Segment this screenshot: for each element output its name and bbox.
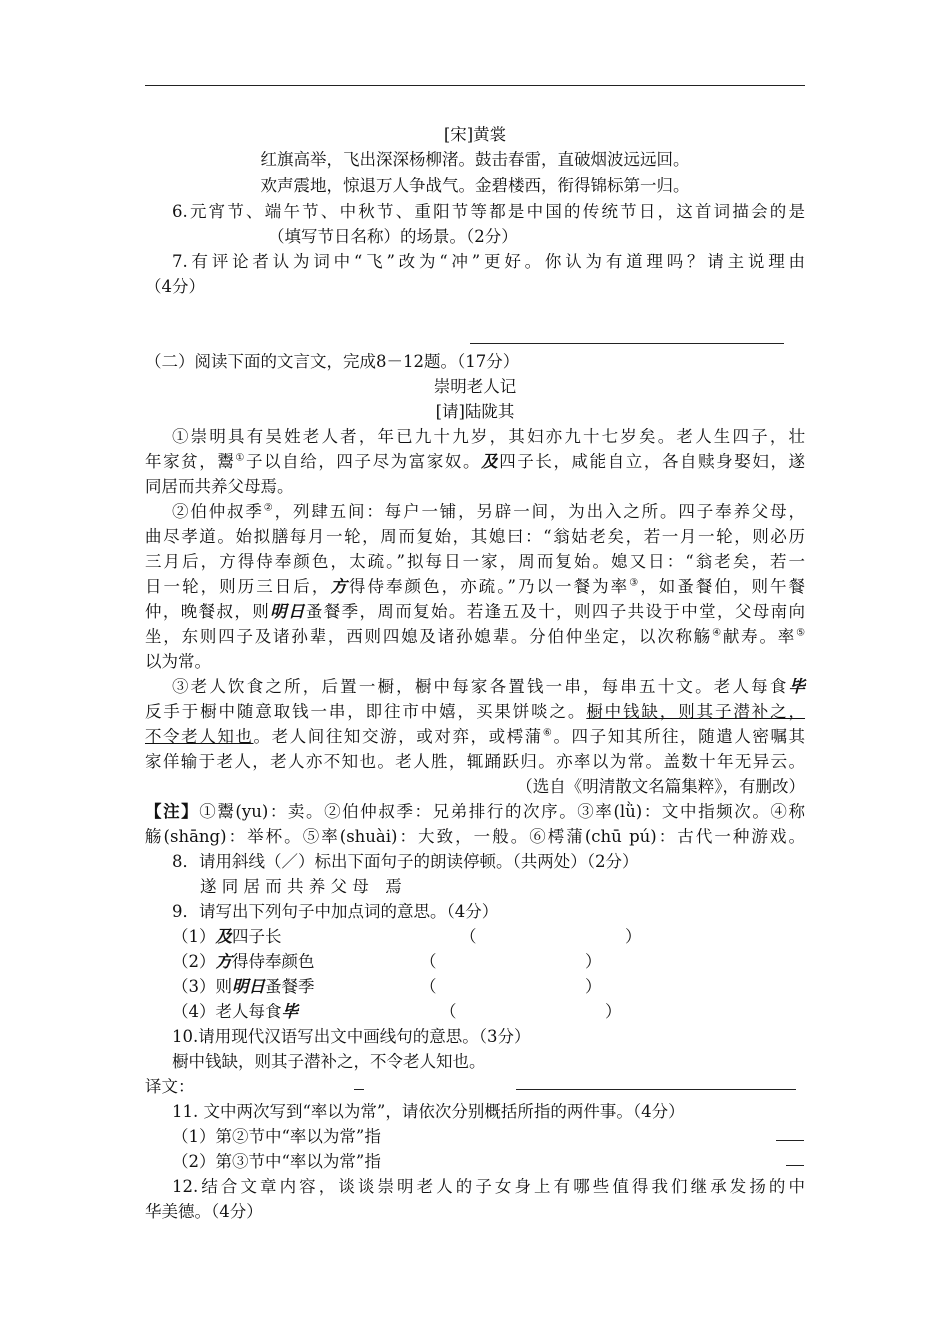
question-10-sentence: 橱中钱缺，则其子潜补之，不令老人知也。 bbox=[172, 1052, 486, 1071]
question-7-cont: （4分） bbox=[145, 277, 205, 296]
paragraph-2-line: 日一轮，则历三日后，方得侍奉颜色，亦疏。”乃以一餐为率③，如蚤餐伯，则午餐 bbox=[145, 577, 806, 596]
answer-line[interactable] bbox=[776, 1140, 804, 1141]
answer-blank[interactable]: （ ） bbox=[440, 1002, 622, 1021]
underlined-sentence: 橱中钱缺，则其子潜补之， bbox=[586, 702, 806, 721]
question-9-item: （3）则明日蚤餐季 bbox=[172, 977, 315, 996]
paragraph-3-line: 反手于橱中随意取钱一串，即往市中嬉，买果饼啖之。橱中钱缺，则其子潜补之， bbox=[145, 702, 806, 721]
question-8: 8．请用斜线（／）标出下面句子的朗读停顿。（共两处）（2分） bbox=[172, 852, 639, 871]
answer-line[interactable] bbox=[516, 1089, 796, 1090]
paragraph-1: ①崇明具有吴姓老人者，年已九十九岁，其妇亦九十七岁矣。老人生四子，壮 bbox=[172, 427, 805, 446]
question-8-sentence: 遂 同 居 而 共 养 父 母 焉 bbox=[200, 877, 402, 896]
answer-blank[interactable]: （ ） bbox=[420, 977, 602, 996]
paragraph-2-line: 三月后，方得侍奉颜色，太疏。”拟每日一家，周而复始。媳又日：“翁老矣，若一 bbox=[145, 552, 805, 571]
paragraph-3: ③老人饮食之所，后置一橱，橱中每家各置钱一串，每串五十文。老人每食毕 bbox=[172, 677, 805, 696]
notes-line: 觞(shāng)：举杯。⑤率(shuài)：大致，一般。⑥樗蒲(chū pú)：古代一种游戏。 bbox=[145, 827, 805, 846]
question-12-cont: 华美德。（4分） bbox=[145, 1202, 263, 1221]
question-9: 9．请写出下列句子中加点词的意思。（4分） bbox=[172, 902, 499, 921]
question-11-item: （1）第②节中“率以为常”指 bbox=[172, 1127, 381, 1146]
poem-line: 欢声震地，惊退万人争战气。金碧楼西，衔得锦标第一归。 bbox=[260, 176, 690, 195]
paragraph-2: ②伯仲叔季②，列肆五间：每户一铺，另辟一间，为出入之所。四子奉养父母， bbox=[172, 502, 806, 521]
poem-author: [宋]黄裳 bbox=[443, 125, 507, 144]
answer-label: 译文： bbox=[145, 1077, 195, 1096]
paragraph-3-line: 家佯输于老人，老人亦不知也。老人胜，辄踊跃归。亦率以为常。盖数十年无异云。 bbox=[145, 752, 805, 771]
poem-line: 红旗高举，飞出深深杨柳渚。鼓击春雷，直破烟波远远回。 bbox=[260, 150, 690, 169]
paragraph-3-line: 不令老人知也。老人间往知交游，或对弈，或樗蒲⑥。四子知其所往，随遣人密嘱其 bbox=[145, 727, 806, 746]
emphasized-word: 及 bbox=[215, 927, 232, 946]
paragraph-2-line: 曲尽孝道。始拟膳每月一轮，周而复始，其媳曰：“翁姑老矣，若一月一轮，则必历 bbox=[145, 527, 805, 546]
underlined-sentence: 不令老人知也 bbox=[145, 727, 254, 746]
emphasized-word: 毕 bbox=[281, 1002, 298, 1021]
question-11: 11. 文中两次写到“率以为常”，请依次分别概括所指的两件事。（4分） bbox=[172, 1102, 685, 1121]
paragraph-2-line: 坐，东则四子及诸孙辈，西则四媳及诸孙媳辈。分伯仲坐定，以次称觞④献寿。率⑤ bbox=[145, 627, 806, 646]
paragraph-1-line: 年家贫，鬻①子以自给，四子尽为富家奴。及四子长，咸能自立，各自赎身娶妇，遂 bbox=[145, 452, 806, 471]
passage-source: （选自《明清散文名篇集粹》，有删改） bbox=[516, 777, 805, 796]
emphasized-word: 方 bbox=[330, 577, 349, 596]
emphasized-word: 及 bbox=[481, 452, 500, 471]
answer-blank[interactable]: （ ） bbox=[460, 927, 642, 946]
question-6-cont: （填写节日名称）的场景。（2分） bbox=[268, 227, 518, 246]
emphasized-word: 毕 bbox=[788, 677, 805, 696]
notes: 【注】①鬻(yu)：卖。②伯仲叔季：兄弟排行的次序。③率(lǜ)：文中指频次。④称 bbox=[145, 802, 806, 821]
emphasized-word: 明日 bbox=[232, 977, 265, 996]
paragraph-2-line: 以为常。 bbox=[145, 652, 211, 671]
emphasized-word: 方 bbox=[215, 952, 232, 971]
answer-line bbox=[470, 343, 784, 344]
question-6: 6.元宵节、端午节、中秋节、重阳节等都是中国的传统节日，这首词描会的是 bbox=[172, 202, 805, 221]
section-heading: （二）阅读下面的文言文，完成8－12题。（17分） bbox=[145, 352, 520, 371]
answer-blank[interactable]: （ ） bbox=[420, 952, 602, 971]
paragraph-2-line: 仲，晚餐叔，则明日蚤餐季，周而复始。若逢五及十，则四子共设于中堂，父母南向 bbox=[145, 602, 805, 621]
emphasized-word: 明日 bbox=[270, 602, 306, 621]
passage-title: 崇明老人记 bbox=[433, 377, 517, 396]
question-12: 12.结合文章内容，谈谈崇明老人的子女身上有哪些值得我们继承发扬的中 bbox=[172, 1177, 805, 1196]
paragraph-1-line: 同居而共养父母焉。 bbox=[145, 477, 294, 496]
question-11-item: （2）第③节中“率以为常”指 bbox=[172, 1152, 381, 1171]
passage-author: [请]陆陇其 bbox=[435, 402, 515, 421]
question-10: 10.请用现代汉语写出文中画线句的意思。（3分） bbox=[172, 1027, 531, 1046]
question-9-item: （2）方得侍奉颜色 bbox=[172, 952, 315, 971]
question-9-item: （4）老人每食毕 bbox=[172, 1002, 298, 1021]
answer-line[interactable] bbox=[786, 1165, 804, 1166]
question-7: 7.有评论者认为词中“飞”改为“冲”更好。你认为有道理吗？请主说理由 bbox=[172, 252, 805, 271]
answer-line[interactable] bbox=[354, 1089, 364, 1090]
header-rule bbox=[145, 85, 805, 86]
question-9-item: （1）及四子长 bbox=[172, 927, 282, 946]
